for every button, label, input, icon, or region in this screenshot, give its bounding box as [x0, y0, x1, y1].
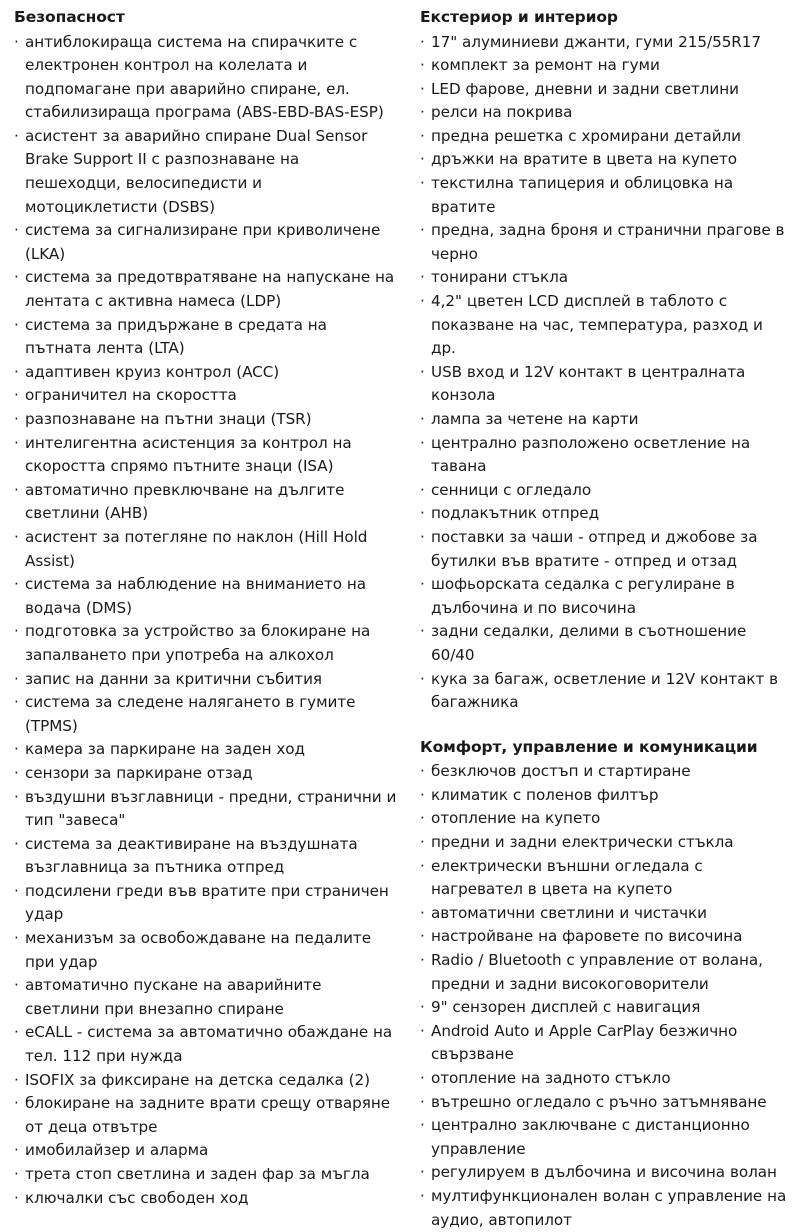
feature-list-item — [420, 925, 792, 949]
feature-list — [420, 31, 792, 715]
right-column — [406, 6, 792, 1232]
feature-list-item — [14, 1187, 398, 1211]
bullet-icon: · — [14, 410, 19, 428]
bullet-icon: · — [14, 834, 19, 853]
feature-text: ключалки със свободен ход — [25, 1188, 249, 1207]
bullet-icon: · — [420, 1186, 425, 1205]
bullet-icon: · — [420, 433, 425, 452]
section-heading: Екстериор и интериор — [420, 8, 618, 26]
feature-text: система за придържане в средата на пътната лента (LTA) — [25, 315, 327, 358]
feature-list-item — [420, 1161, 792, 1185]
bullet-icon: · — [420, 480, 425, 499]
feature-text: асистент за аварийно спиране Dual Sensor Brake Support II с разпознаване на пешеходци, велосипедисти и мотоциклетисти (DSBS) — [25, 126, 368, 216]
feature-list-item — [420, 502, 792, 526]
feature-text: подлакътник отпред — [431, 504, 600, 523]
bullet-icon: · — [420, 221, 425, 240]
bullet-icon: · — [420, 856, 425, 875]
bullet-icon: · — [420, 927, 425, 946]
feature-text: система за следене налягането в гумите (TPMS) — [25, 693, 356, 735]
feature-text: 4,2" цветен LCD дисплей в таблото с показване на час, температура, разход и др. — [431, 292, 763, 358]
feature-text: предни и задни електрически стъкла — [431, 833, 734, 851]
feature-list-item — [420, 31, 792, 55]
feature-list-item — [420, 148, 792, 172]
feature-list-item — [14, 219, 398, 266]
feature-text: мултифункционален волан с управление на аудио, автопилот — [431, 1186, 787, 1229]
feature-text: eCALL - система за автоматично обаждане на тел. 112 при нужда — [25, 1023, 393, 1066]
left-column — [14, 6, 406, 1210]
bullet-icon: · — [14, 1188, 19, 1207]
feature-text: антиблокираща система на спирачките с електронен контрол на колелата и подпомагане при аварийно спиране, ел. стабилизираща програма (ABS-EBD-BAS-ESP) — [25, 32, 384, 122]
bullet-icon: · — [420, 998, 425, 1017]
feature-text: настройване на фаровете по височина — [431, 927, 743, 946]
feature-list-item — [420, 101, 792, 125]
feature-list-item — [14, 1021, 398, 1068]
bullet-icon: · — [420, 762, 425, 781]
feature-list-item — [14, 668, 398, 692]
feature-text: тонирани стъкла — [431, 268, 568, 287]
bullet-icon: · — [14, 881, 19, 900]
feature-list-item — [14, 573, 398, 620]
feature-text: предна, задна броня и странични прагове в черно — [431, 221, 785, 263]
feature-list-item — [14, 927, 398, 974]
feature-list-item — [14, 880, 398, 927]
feature-list-item — [14, 526, 398, 573]
bullet-icon: · — [420, 903, 425, 922]
bullet-icon: · — [14, 362, 19, 381]
bullet-icon: · — [420, 785, 425, 804]
feature-list-item — [420, 1114, 792, 1161]
bullet-icon: · — [420, 622, 425, 641]
feature-list-item — [14, 408, 398, 432]
feature-text: Android Auto и Apple CarPlay безжично свързване — [431, 1021, 738, 1064]
bullet-icon: · — [14, 268, 19, 287]
bullet-icon: · — [420, 56, 425, 75]
feature-text: лампа за четене на карти — [431, 410, 639, 428]
bullet-icon: · — [420, 1163, 425, 1182]
bullet-icon: · — [420, 527, 425, 546]
feature-section — [420, 736, 792, 1232]
bullet-icon: · — [14, 1165, 19, 1183]
feature-list-item — [14, 1163, 398, 1187]
bullet-icon: · — [420, 126, 425, 145]
feature-text: автоматично пускане на аварийните светлини при внезапно спиране — [25, 976, 322, 1018]
bullet-icon: · — [420, 174, 425, 193]
bullet-icon: · — [420, 32, 425, 51]
bullet-icon: · — [420, 575, 425, 594]
feature-text: ограничител на скоростта — [25, 386, 237, 405]
bullet-icon: · — [420, 833, 425, 851]
feature-list-item — [14, 1069, 398, 1093]
feature-text: 9" сензорен дисплей с навигация — [431, 998, 701, 1017]
bullet-icon: · — [420, 150, 425, 169]
feature-text: централно заключване с дистанционно управление — [431, 1116, 750, 1158]
feature-list-item — [420, 408, 792, 432]
feature-list-item — [420, 996, 792, 1020]
bullet-icon: · — [420, 410, 425, 428]
feature-list-item — [14, 314, 398, 361]
feature-list-item — [420, 573, 792, 620]
feature-text: блокиране на задните врати срещу отваряне от деца отвътре — [25, 1094, 391, 1136]
bullet-icon: · — [420, 79, 425, 98]
feature-list — [420, 760, 792, 1232]
feature-text: кука за багаж, осветление и 12V контакт в багажника — [431, 669, 779, 712]
bullet-icon: · — [420, 1068, 425, 1087]
feature-list-item — [14, 31, 398, 125]
feature-list-item — [420, 432, 792, 479]
feature-text: поставки за чаши - отпред и джобове за бутилки във вратите - отпред и отзад — [431, 527, 758, 570]
feature-list-item — [420, 1067, 792, 1091]
feature-text: USB вход и 12V контакт в централната конзола — [431, 362, 746, 405]
feature-text: механизъм за освобождаване на педалите при удар — [25, 929, 372, 971]
bullet-icon: · — [14, 740, 19, 759]
feature-section — [420, 6, 792, 715]
bullet-icon: · — [420, 950, 425, 969]
feature-section — [14, 6, 398, 1210]
feature-list-item — [14, 833, 398, 880]
feature-text: система за сигнализиране при криволичене (LKA) — [25, 221, 381, 263]
feature-text: система за деактивиране на въздушната възглавница за пътника отпред — [25, 834, 358, 877]
bullet-icon: · — [420, 268, 425, 287]
bullet-icon: · — [420, 1092, 425, 1111]
feature-list-item — [14, 974, 398, 1021]
bullet-icon: · — [14, 929, 19, 948]
feature-list-item — [420, 760, 792, 784]
feature-text: текстилна тапицерия и облицовка на вратите — [431, 174, 734, 216]
feature-text: дръжки на вратите в цвета на купето — [431, 150, 738, 169]
bullet-icon: · — [14, 787, 19, 806]
feature-text: регулируем в дълбочина и височина волан — [431, 1163, 777, 1182]
feature-text: задни седалки, делими в съотношение 60/40 — [431, 622, 747, 664]
section-heading: Безопасност — [14, 8, 125, 26]
feature-text: разпознаване на пътни знаци (TSR) — [25, 410, 312, 428]
bullet-icon: · — [14, 622, 19, 641]
feature-list-item — [14, 1139, 398, 1163]
bullet-icon: · — [14, 1094, 19, 1113]
bullet-icon: · — [14, 315, 19, 334]
feature-text: система за предотвратяване на напускане на лентата с активна намеса (LDP) — [25, 268, 395, 311]
feature-list-item — [420, 620, 792, 667]
feature-text: комплект за ремонт на гуми — [431, 56, 660, 75]
feature-list-item — [420, 949, 792, 996]
feature-list-item — [420, 526, 792, 573]
feature-list-item — [420, 855, 792, 902]
feature-text: релси на покрива — [431, 103, 573, 122]
feature-text: интелигентна асистенция за контрол на скоростта спрямо пътните знаци (ISA) — [25, 433, 352, 476]
feature-text: асистент за потегляне по наклон (Hill Hold Assist) — [25, 527, 368, 570]
bullet-icon: · — [420, 504, 425, 523]
bullet-icon: · — [14, 1070, 19, 1089]
bullet-icon: · — [14, 1023, 19, 1042]
bullet-icon: · — [420, 1116, 425, 1135]
bullet-icon: · — [14, 386, 19, 405]
feature-list-item — [14, 432, 398, 479]
feature-text: предна решетка с хромирани детайли — [431, 126, 742, 145]
feature-list-item — [420, 831, 792, 855]
feature-text: подготовка за устройство за блокиране на запалването при употреба на алкохол — [25, 622, 371, 664]
bullet-icon: · — [14, 1141, 19, 1160]
feature-list-item — [420, 1185, 792, 1232]
bullet-icon: · — [420, 1021, 425, 1040]
feature-list-item — [420, 784, 792, 808]
feature-list-item — [14, 738, 398, 762]
bullet-icon: · — [420, 809, 425, 828]
section-heading: Комфорт, управление и комуникации — [420, 737, 758, 756]
feature-text: 17" алуминиеви джанти, гуми 215/55R17 — [431, 32, 762, 51]
bullet-icon: · — [420, 362, 425, 381]
bullet-icon: · — [14, 763, 19, 782]
feature-list-item — [420, 479, 792, 503]
feature-list-item — [420, 1020, 792, 1067]
feature-text: електрически външни огледала с нагревател в цвета на купето — [431, 856, 703, 899]
bullet-icon: · — [14, 433, 19, 452]
feature-list-item — [14, 786, 398, 833]
feature-list-item — [420, 290, 792, 361]
feature-list — [14, 31, 398, 1211]
feature-text: отопление на купето — [431, 809, 601, 828]
feature-text: ISOFIX за фиксиране на детска седалка (2) — [25, 1070, 371, 1089]
bullet-icon: · — [420, 669, 425, 688]
feature-list-item — [14, 479, 398, 526]
feature-list-item — [14, 266, 398, 313]
feature-text: автоматично превключване на дългите светлини (AHB) — [25, 480, 345, 523]
feature-text: сензори за паркиране отзад — [25, 763, 253, 782]
feature-list-item — [420, 172, 792, 219]
feature-list-item — [14, 620, 398, 667]
feature-list-item — [420, 361, 792, 408]
feature-text: система за наблюдение на вниманието на водача (DMS) — [25, 575, 367, 617]
feature-text: климатик с поленов филтър — [431, 785, 659, 804]
feature-text: камера за паркиране на заден ход — [25, 740, 305, 759]
feature-text: автоматични светлини и чистачки — [431, 903, 707, 922]
feature-text: въздушни възглавници - предни, странични и тип "завеса" — [25, 787, 397, 830]
feature-list-item — [420, 807, 792, 831]
feature-list-item — [14, 1092, 398, 1139]
feature-text: адаптивен круиз контрол (ACC) — [25, 362, 280, 381]
bullet-icon: · — [14, 221, 19, 240]
bullet-icon: · — [14, 126, 19, 145]
feature-list-item — [14, 762, 398, 786]
feature-list-item — [420, 125, 792, 149]
feature-text: отопление на задното стъкло — [431, 1068, 671, 1087]
feature-text: Radio / Bluetooth с управление от волана, предни и задни високоговорители — [431, 950, 763, 993]
feature-text: безключов достъп и стартиране — [431, 762, 691, 781]
bullet-icon: · — [420, 103, 425, 122]
feature-text: централно разположено осветление на тавана — [431, 433, 751, 476]
bullet-icon: · — [14, 693, 19, 712]
feature-list-item — [420, 668, 792, 715]
feature-list-item — [14, 691, 398, 738]
feature-list-item — [420, 78, 792, 102]
bullet-icon: · — [14, 575, 19, 594]
bullet-icon: · — [14, 527, 19, 546]
feature-list-item — [420, 219, 792, 266]
bullet-icon: · — [420, 292, 425, 311]
feature-text: сенници с огледало — [431, 480, 592, 499]
feature-list-item — [14, 384, 398, 408]
bullet-icon: · — [14, 32, 19, 51]
feature-text: LED фарове, дневни и задни светлини — [431, 79, 739, 98]
feature-text: подсилени греди във вратите при страничен удар — [25, 881, 389, 924]
feature-text: вътрешно огледало с ръчно затъмняване — [431, 1092, 767, 1111]
feature-text: запис на данни за критични събития — [25, 669, 322, 688]
feature-list-item — [420, 1091, 792, 1115]
feature-text: имобилайзер и аларма — [25, 1141, 209, 1160]
feature-list-item — [420, 266, 792, 290]
feature-text: трета стоп светлина и заден фар за мъгла — [25, 1165, 370, 1183]
bullet-icon: · — [14, 976, 19, 995]
feature-list-item — [420, 54, 792, 78]
feature-text: шофьорската седалка с регулиране в дълбочина и по височина — [431, 575, 735, 617]
bullet-icon: · — [14, 669, 19, 688]
feature-list-item — [14, 361, 398, 385]
feature-list-item — [14, 125, 398, 219]
bullet-icon: · — [14, 480, 19, 499]
